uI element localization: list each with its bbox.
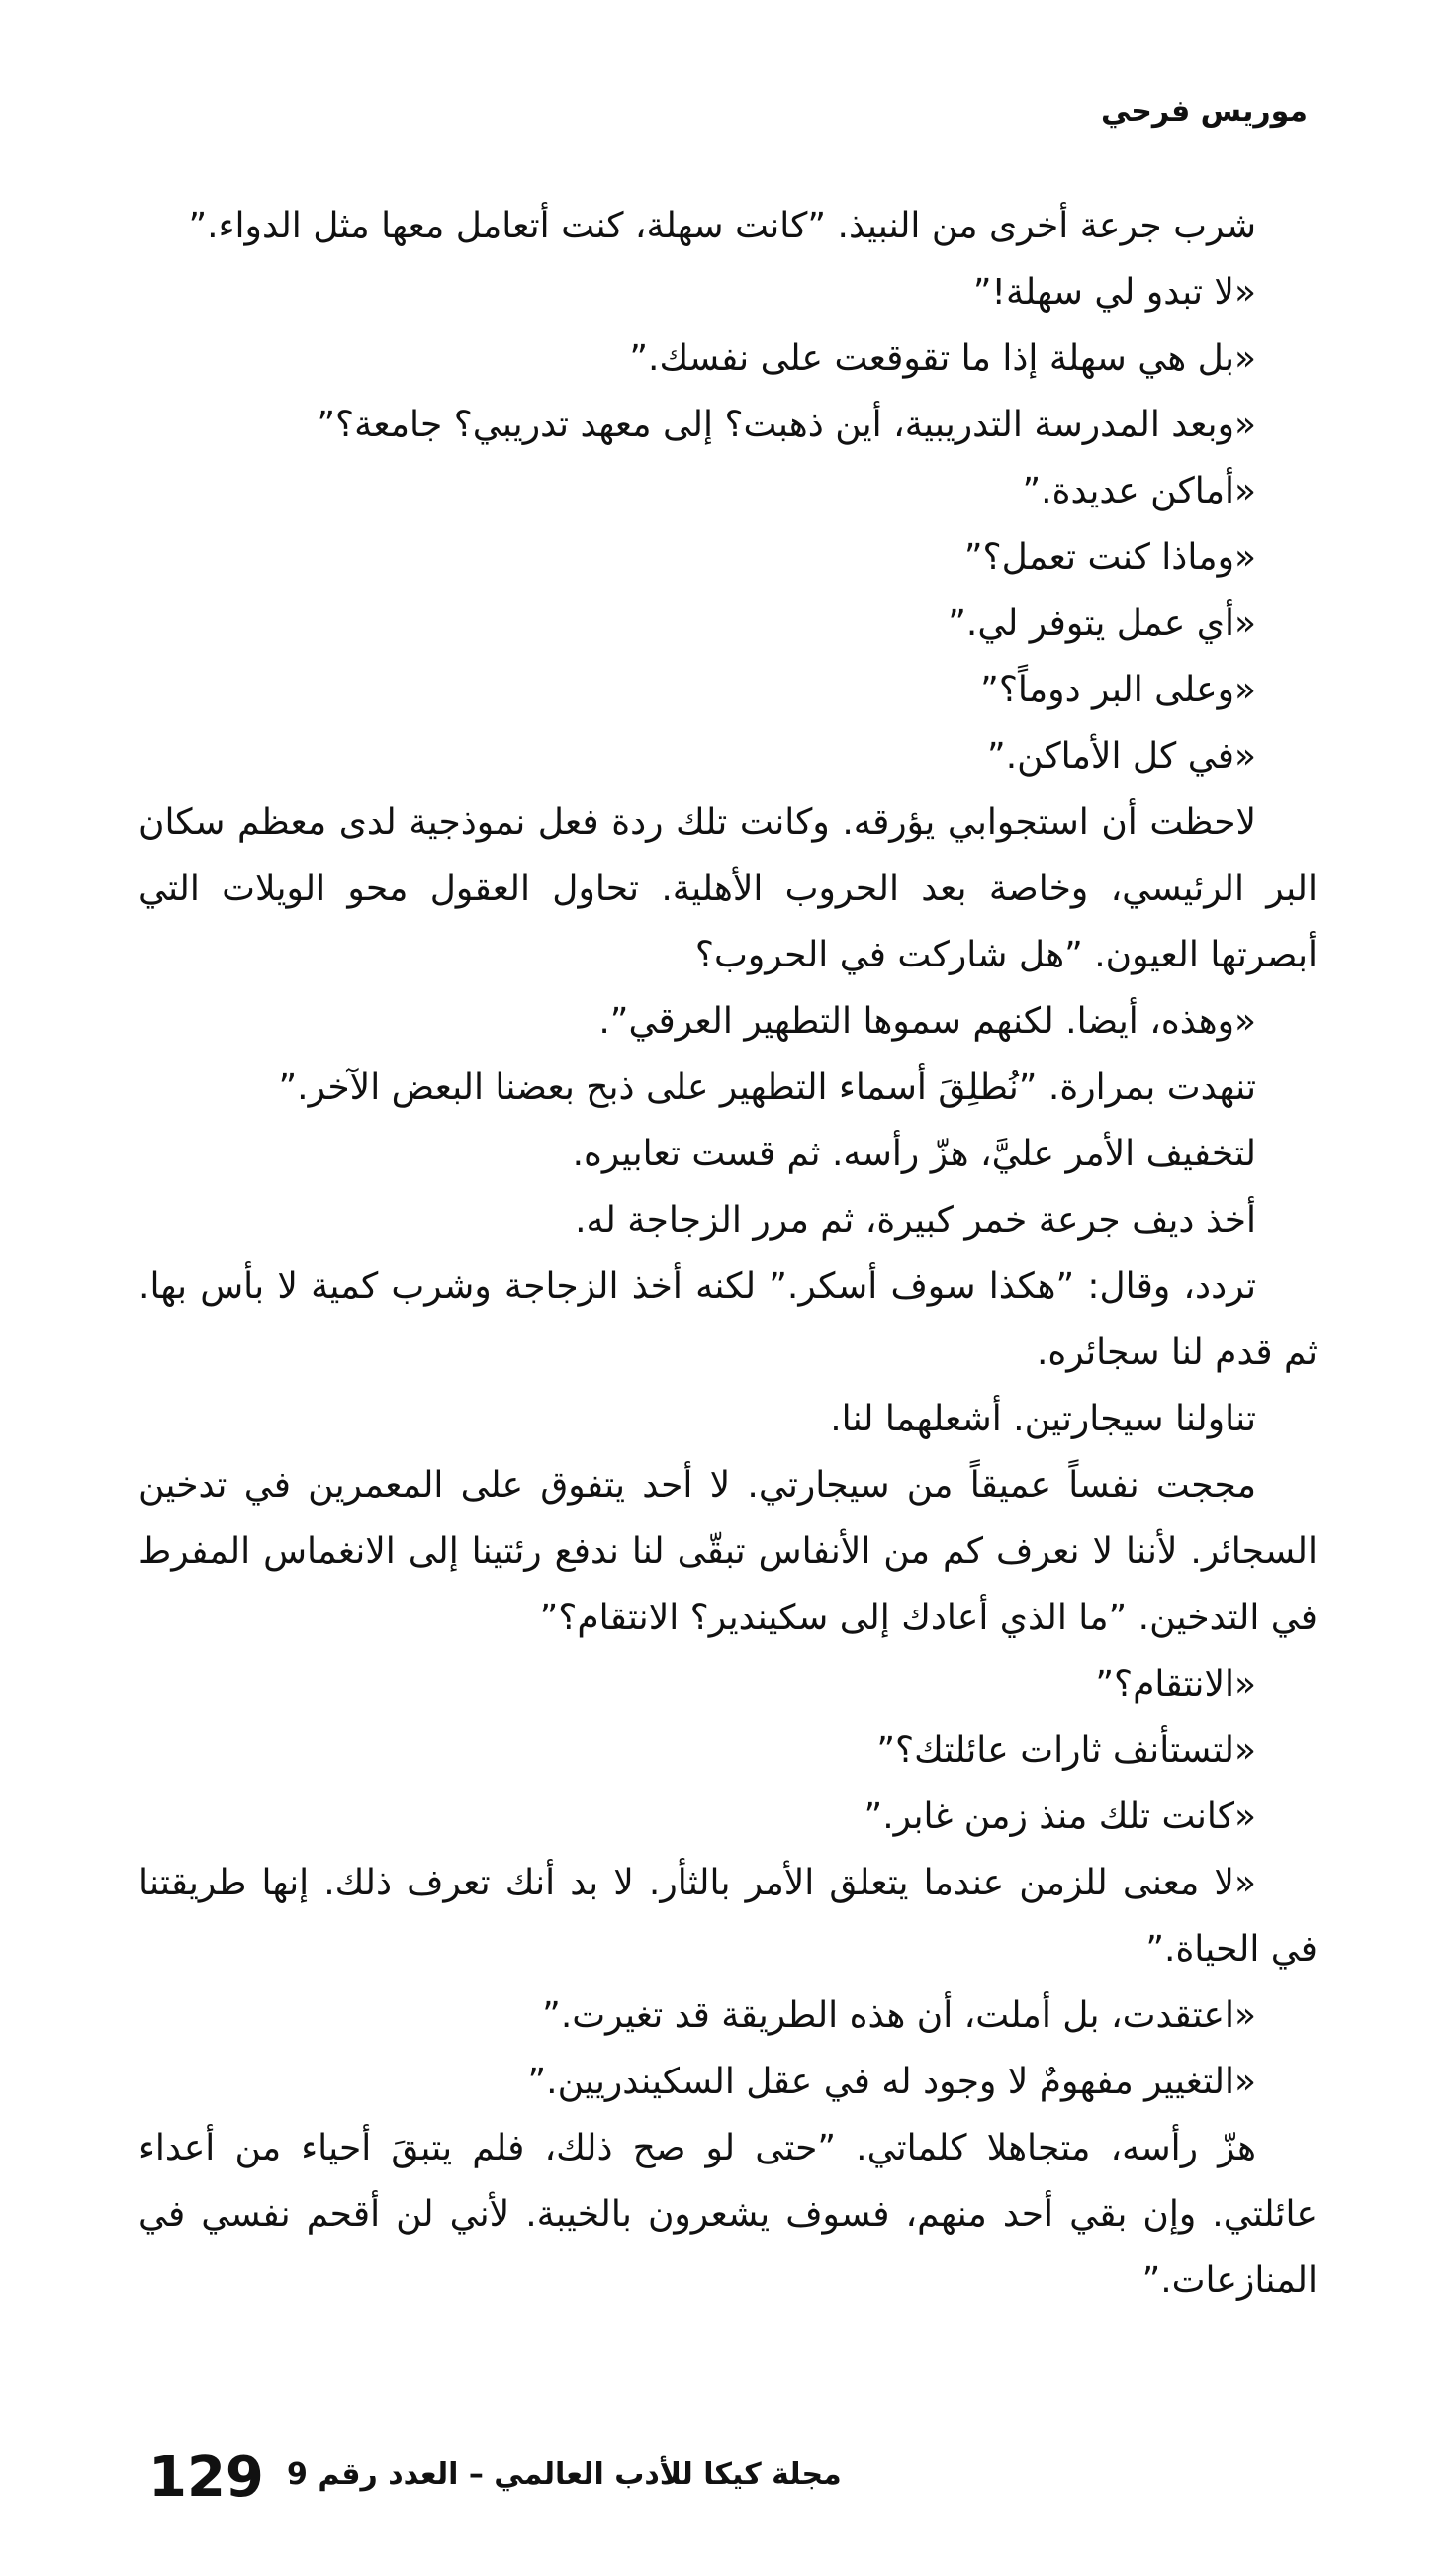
paragraph: تردد، وقال: ”هكذا سوف أسكر.” لكنه أخذ الزجاجة وشرب كمية لا بأس بها. ثم قدم لنا سجائره. <box>138 1266 1318 1373</box>
paragraph: «في كل الأماكن.” <box>987 736 1256 777</box>
paragraph: لتخفيف الأمر عليَّ، هزّ رأسه. ثم قست تعابيره. <box>572 1134 1256 1174</box>
page-number: 129 <box>148 2445 264 2510</box>
paragraph: «لا معنى للزمن عندما يتعلق الأمر بالثأر. لا بد أنك تعرف ذلك. إنها طريقتنا في الحياة.” <box>138 1863 1318 1970</box>
paragraph: «وماذا كنت تعمل؟” <box>963 537 1256 578</box>
paragraph: «وبعد المدرسة التدريبية، أين ذهبت؟ إلى معهد تدريبي؟ جامعة؟” <box>317 405 1256 445</box>
page-footer <box>148 2443 1308 2523</box>
paragraph: «اعتقدت، بل أملت، أن هذه الطريقة قد تغيرت.” <box>542 1995 1256 2036</box>
paragraph: «أماكن عديدة.” <box>1022 471 1256 511</box>
paragraph: شرب جرعة أخرى من النبيذ. ”كانت سهلة، كنت أتعامل معها مثل الدواء.” <box>188 206 1256 246</box>
paragraph: هزّ رأسه، متجاهلا كلماتي. ”حتى لو صح ذلك، فلم يتبقَ أحياء من أعداء عائلتي. وإن بقي أحد منهم، فسوف يشعرون بالخيبة. لأني لن أقحم نفسي في المنازعات.” <box>138 2128 1318 2301</box>
paragraph: «لتستأنف ثارات عائلتك؟” <box>876 1730 1256 1771</box>
paragraph: أخذ ديف جرعة خمر كبيرة، ثم مرر الزجاجة له. <box>575 1200 1256 1241</box>
paragraph: «الانتقام؟” <box>1095 1664 1256 1704</box>
running-head-author: موريس فرحي <box>1100 94 1308 129</box>
paragraph: تنهدت بمرارة. ”نُطلِقَ أسماء التطهير على ذبح بعضنا البعض الآخر.” <box>278 1067 1256 1108</box>
paragraph: «لا تبدو لي سهلة!” <box>972 272 1256 313</box>
paragraph: مججت نفساً عميقاً من سيجارتي. لا أحد يتفوق على المعمرين في تدخين السجائر. لأننا لا نعرف كم من الأنفاس تبقّى لنا ندفع رئتينا إلى الانغماس المفرط في التدخين. ”ما الذي أعادك إلى سكيندير؟ الانتقام؟” <box>138 1465 1318 1638</box>
paragraph: «كانت تلك منذ زمن غابر.” <box>864 1796 1256 1837</box>
paragraph: «أي عمل يتوفر لي.” <box>948 603 1256 644</box>
paragraph: «التغيير مفهومٌ لا وجود له في عقل السكيندريين.” <box>527 2062 1256 2102</box>
paragraph: تناولنا سيجارتين. أشعلهما لنا. <box>830 1399 1256 1439</box>
paragraph: «وهذه، أيضا. لكنهم سموها التطهير العرقي”. <box>598 1001 1256 1042</box>
journal-title: مجلة كيكا للأدب العالمي – العدد رقم 9 <box>287 2457 842 2492</box>
paragraph: «وعلى البر دوماً؟” <box>980 670 1256 710</box>
paragraph: لاحظت أن استجوابي يؤرقه. وكانت تلك ردة فعل نموذجية لدى معظم سكان البر الرئيسي، وخاصة بعد الحروب الأهلية. تحاول العقول محو الويلات التي أبصرتها العيون. ”هل شاركت في الحروب؟ <box>138 802 1318 975</box>
body-text <box>138 193 1318 2314</box>
paragraph: «بل هي سهلة إذا ما تقوقعت على نفسك.” <box>629 338 1256 379</box>
